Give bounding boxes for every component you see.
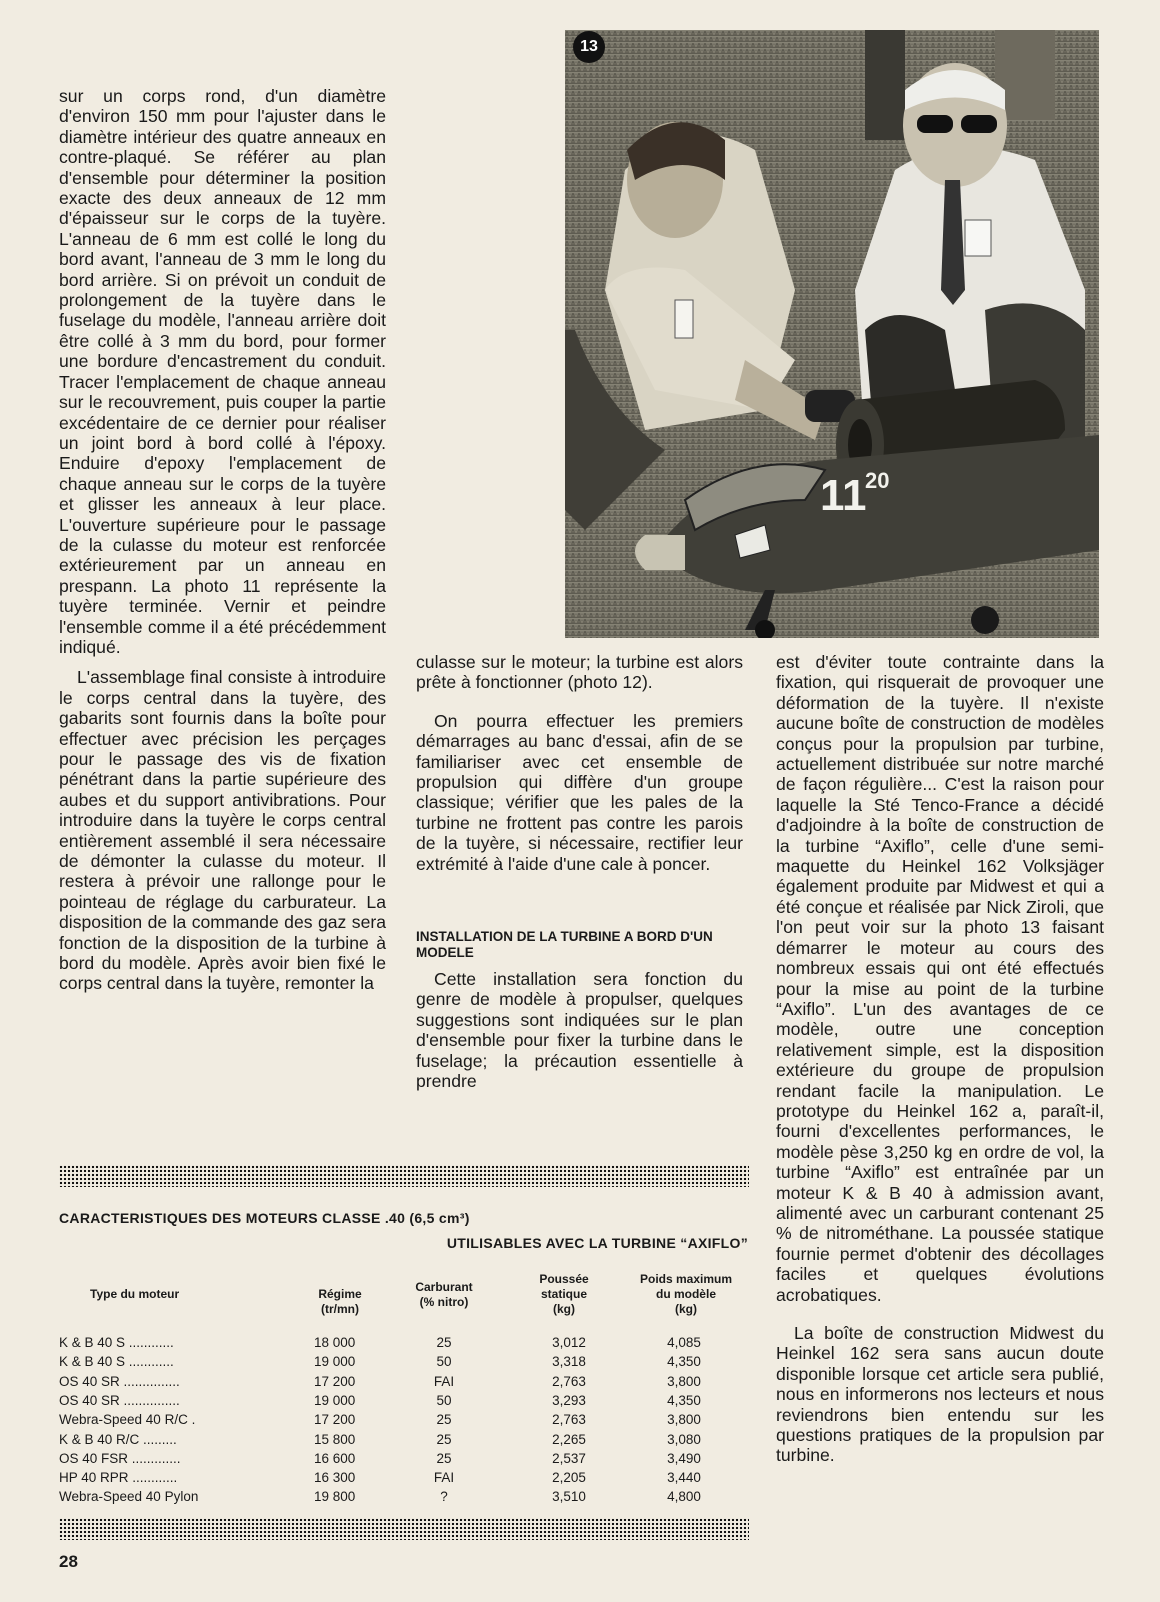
- cell-regime: 17 200: [314, 1373, 356, 1389]
- cell-type: K & B 40 S ............: [59, 1354, 174, 1370]
- header-carburant: Carburant (% nitro): [415, 1280, 473, 1309]
- cell-poids: 3,490: [667, 1450, 701, 1466]
- table-row: [59, 1432, 759, 1452]
- cell-regime: 19 800: [314, 1489, 356, 1505]
- table-row: [59, 1489, 759, 1509]
- cell-carburant: 25: [436, 1335, 452, 1350]
- cell-regime: 19 000: [314, 1392, 356, 1408]
- cell-poids: 4,800: [667, 1489, 701, 1505]
- dotted-divider: [59, 1165, 749, 1187]
- cell-poussee: 3,012: [552, 1335, 586, 1350]
- dotted-divider: [59, 1518, 749, 1540]
- cell-poussee: 2,205: [552, 1470, 586, 1486]
- cell-poids: 3,800: [667, 1373, 701, 1389]
- text-column-3: [776, 652, 1104, 1476]
- cell-carburant: 50: [436, 1392, 452, 1408]
- cell-poussee: 2,763: [552, 1412, 586, 1428]
- cell-poids: 4,350: [667, 1392, 701, 1408]
- cell-poids: 3,080: [667, 1431, 701, 1447]
- cell-poids: 3,800: [667, 1412, 701, 1428]
- cell-type: Webra-Speed 40 R/C .: [59, 1412, 196, 1428]
- paragraph: est d'éviter toute contrainte dans la fixation, qui risquerait de provoquer une déformation de la tuyère. Il n'existe aucune boîte de construction de modèles conçus pour la propulsion par turbine, actuellement distribuée sur notre marché de façon régulière... C'est la raison pour laquelle la Sté Tenco-France a décidé d'adjoindre à la boîte de construction de la turbine “Axiflo”, celle d'une semi-maquette du Heinkel 162 Volksjäger également produite par Midwest et qui a été conçue et réalisée par Nick Ziroli, que l'on peut voir sur la photo 13 faisant démarrer le moteur au cours des nombreux essais qui ont été effectués pour la mise au point de la turbine “Axiflo”. L'un des avantages de ce modèle, outre une conception relativement simple, est la disposition extérieure du groupe de propulsion rendant facile la manipulation. Le prototype du Heinkel 162 a, paraît-il, fourni d'excellentes performances, le modèle pèse 3,250 kg en ordre de vol, la turbine “Axiflo” est entraînée par un moteur K & B 40 à admission avant, alimenté avec un carburant contenant 25 % de nitrométhane. La poussée statique fournie permet d'obtenir des décollages faciles et quelques évolutions acrobatiques.: [776, 652, 1104, 1305]
- cell-carburant: 25: [436, 1450, 452, 1466]
- cell-poussee: 2,265: [552, 1431, 586, 1447]
- cell-poids: 4,350: [667, 1354, 701, 1370]
- cell-poussee: 2,763: [552, 1373, 586, 1389]
- table-row: [59, 1335, 759, 1355]
- plane-marking: 11: [820, 471, 867, 520]
- cell-regime: 16 300: [314, 1470, 356, 1486]
- table-row: [59, 1374, 759, 1394]
- table-row: [59, 1412, 759, 1432]
- cell-type: HP 40 RPR ............: [59, 1470, 178, 1486]
- cell-regime: 17 200: [314, 1412, 356, 1428]
- cell-type: K & B 40 S ............: [59, 1335, 174, 1350]
- header-regime: Régime (tr/mn): [318, 1287, 362, 1316]
- cell-carburant: ?: [440, 1489, 448, 1505]
- cell-type: Webra-Speed 40 Pylon: [59, 1489, 199, 1505]
- cell-carburant: 25: [436, 1431, 452, 1447]
- header-poids: Poids maximum du modèle (kg): [639, 1272, 733, 1316]
- paragraph: On pourra effectuer les premiers démarrages au banc d'essai, afin de se familiariser avec cet ensemble de propulsion qui diffère d'un groupe classique; vérifier que les pales de la turbine ne frottent pas contre les parois de la tuyère, si nécessaire, rectifier leur extrémité à l'aide d'une cale à poncer.: [416, 710, 743, 874]
- table-row: [59, 1470, 759, 1490]
- cell-poids: 3,440: [667, 1470, 701, 1486]
- text-column-2: [416, 652, 743, 1102]
- cell-carburant: 25: [436, 1412, 452, 1428]
- table-row: [59, 1354, 759, 1374]
- cell-poussee: 3,510: [552, 1489, 586, 1505]
- cell-type: OS 40 FSR .............: [59, 1450, 181, 1466]
- photo-number-badge: 13: [573, 31, 605, 63]
- table-subtitle: UTILISABLES AVEC LA TURBINE “AXIFLO”: [446, 1235, 748, 1251]
- paragraph: L'assemblage final consiste à introduire le corps central dans la tuyère, des gabarits sont fournis dans la boîte pour effectuer avec précision les perçages pour le passage des vis de fixation pénétrant dans la partie supérieure des aubes et du support antivibrations. Pour introduire dans la tuyère le corps central entièrement assemblé il sera nécessaire de démonter la culasse du moteur. Il restera à prévoir une rallonge pour le pointeau de réglage du carburateur. La disposition de la commande des gaz sera fonction de la disposition de la turbine à bord du modèle. Après avoir bien fixé le corps central dans la tuyère, remonter la: [59, 667, 386, 994]
- cell-poussee: 2,537: [552, 1450, 586, 1466]
- table-title: CARACTERISTIQUES DES MOTEURS CLASSE .40 (6,5 cm³): [59, 1210, 470, 1226]
- cell-type: K & B 40 R/C .........: [59, 1431, 177, 1447]
- table-row: [59, 1451, 759, 1471]
- cell-regime: 15 800: [314, 1431, 356, 1447]
- plane-marking-superscript: 20: [865, 468, 890, 493]
- text-column-1: [59, 86, 386, 1004]
- page-number: 28: [59, 1552, 78, 1571]
- cell-type: OS 40 SR ...............: [59, 1373, 180, 1389]
- cell-type: OS 40 SR ...............: [59, 1392, 180, 1408]
- cell-regime: 18 000: [314, 1335, 356, 1350]
- cell-poussee: 3,318: [552, 1354, 586, 1370]
- cell-poids: 4,085: [667, 1335, 701, 1350]
- cell-regime: 19 000: [314, 1354, 356, 1370]
- paragraph: culasse sur le moteur; la turbine est alors prête à fonctionner (photo 12).: [416, 652, 743, 693]
- cell-regime: 16 600: [314, 1450, 356, 1466]
- cell-carburant: FAI: [433, 1470, 455, 1486]
- paragraph: sur un corps rond, d'un diamètre d'environ 150 mm pour l'ajuster dans le diamètre intérieur des quatre anneaux en contre-plaqué. Se référer au plan d'ensemble pour déterminer la position exacte des deux anneaux de 12 mm d'épaisseur sur le corps de la tuyère. L'anneau de 6 mm est collé le long du bord avant, l'anneau de 3 mm le long du bord arrière. Si on prévoit un conduit de prolongement de la tuyère dans le fuselage du modèle, l'anneau arrière doit être collé à 3 mm du bord, pour former une bordure d'encastrement du conduit. Tracer l'emplacement de chaque anneau sur le recouvrement, puis couper la partie excédentaire de ce dernier pour réaliser un joint bord à bord collé à l'époxy. Enduire d'epoxy l'emplacement de chaque anneau sur le corps de la tuyère et glisser les anneaux à leur place. L'ouverture supérieure pour le passage de la culasse du moteur est renforcée extérieurement par un anneau en prespann. La photo 11 représente la tuyère terminée. Vernir et peindre l'ensemble comme il a été précédemment indiqué.: [59, 86, 386, 657]
- header-type: Type du moteur: [90, 1287, 180, 1301]
- section-heading: INSTALLATION DE LA TURBINE A BORD D'UN MODELE: [416, 929, 713, 961]
- cell-poussee: 3,293: [552, 1392, 586, 1408]
- photo-13: [565, 30, 1099, 638]
- photo-illustration: [565, 30, 1099, 638]
- paragraph: Cette installation sera fonction du genre de modèle à propulser, quelques suggestions sont indiquées sur le plan d'ensemble pour fixer la turbine dans le fuselage; la précaution essentielle à prendre: [416, 969, 743, 1092]
- paragraph: La boîte de construction Midwest du Heinkel 162 sera sans aucun doute disponible lorsque cet article sera publié, nous en informerons nos lecteurs et nous reviendrons bien entendu sur les questions pratiques de la propulsion par turbine.: [776, 1323, 1104, 1466]
- cell-carburant: 50: [436, 1354, 452, 1370]
- table-row: [59, 1393, 759, 1413]
- header-poussee: Poussée statique (kg): [539, 1272, 589, 1316]
- cell-carburant: FAI: [433, 1373, 455, 1389]
